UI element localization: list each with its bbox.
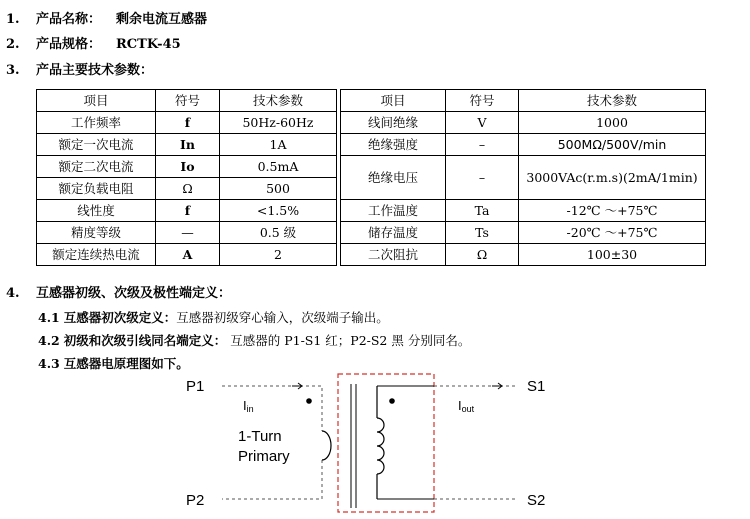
table-cell-symbol: — bbox=[156, 222, 220, 244]
section-2-value: RCTK-45 bbox=[116, 37, 181, 52]
table-cell-symbol: Ta bbox=[446, 200, 519, 222]
table-header-cell: 技术参数 bbox=[220, 90, 337, 112]
table-cell-symbol: In bbox=[156, 134, 220, 156]
section-4-label: 互感器初级、次级及极性端定义： bbox=[36, 286, 232, 301]
table-header-cell: 符号 bbox=[446, 90, 519, 112]
primary-label-line1: 1-Turn bbox=[238, 428, 282, 445]
table-cell-symbol: f bbox=[156, 112, 220, 134]
table-cell-value: 0.5mA bbox=[220, 156, 337, 178]
table-header-cell: 技术参数 bbox=[519, 90, 706, 112]
subsection-4-3-number: 4.3 bbox=[38, 356, 60, 371]
table-cell-symbol: Ts bbox=[446, 222, 519, 244]
table-cell-value: <1.5% bbox=[220, 200, 337, 222]
iout-arrow-icon bbox=[492, 383, 502, 389]
section-2-number: 2. bbox=[6, 37, 20, 52]
table-cell-symbol: Ω bbox=[446, 244, 519, 266]
table-cell-item: 工作频率 bbox=[37, 112, 156, 134]
table-cell-value: 2 bbox=[220, 244, 337, 266]
iin-label bbox=[243, 398, 254, 414]
section-2-label: 产品规格： bbox=[36, 37, 102, 52]
table-cell-item: 工作温度 bbox=[341, 200, 446, 222]
table-cell-item: 精度等级 bbox=[37, 222, 156, 244]
subsection-4-2-text: 互感器的 P1-S1 红；P2-S2 黑 分别同名。 bbox=[230, 333, 471, 348]
secondary-polarity-dot bbox=[389, 398, 395, 404]
table-cell-value: 3000VAc(r.m.s)(2mA/1min) bbox=[519, 156, 706, 200]
subsection-4-1-text: 互感器初级穿心输入，次级端子输出。 bbox=[176, 310, 389, 325]
table-cell-symbol: V bbox=[446, 112, 519, 134]
table-cell-value: 1A bbox=[220, 134, 337, 156]
subsection-4-1-label: 互感器初次级定义： bbox=[63, 310, 177, 325]
section-3-label: 产品主要技术参数： bbox=[36, 63, 154, 78]
primary-coil bbox=[322, 431, 331, 460]
section-1-value: 剩余电流互感器 bbox=[116, 12, 208, 27]
section-3-number: 3. bbox=[6, 63, 20, 78]
table-cell-value: 50Hz-60Hz bbox=[220, 112, 337, 134]
table-cell-item: 绝缘电压 bbox=[341, 156, 446, 200]
section-4-number: 4. bbox=[6, 286, 20, 301]
table-cell-item: 线间绝缘 bbox=[341, 112, 446, 134]
table-cell-item: 储存温度 bbox=[341, 222, 446, 244]
table-cell-symbol: – bbox=[446, 156, 519, 200]
primary-label-line2: Primary bbox=[238, 448, 290, 465]
iout-label bbox=[458, 398, 475, 414]
iin-subscript: in bbox=[246, 404, 254, 414]
primary-wire-bottom bbox=[222, 460, 322, 499]
subsection-4-3-label: 互感器电原理图如下。 bbox=[63, 356, 189, 371]
table-cell-value: 0.5 级 bbox=[220, 222, 337, 244]
table-cell-item: 额定负载电阻 bbox=[37, 178, 156, 200]
table-cell-symbol: – bbox=[446, 134, 519, 156]
core-frame bbox=[338, 374, 434, 512]
table-header-cell: 项目 bbox=[37, 90, 156, 112]
section-1-number: 1. bbox=[6, 12, 20, 27]
table-cell-value: 1000 bbox=[519, 112, 706, 134]
primary-wire-top bbox=[222, 386, 322, 431]
table-cell-value: -20℃ ～+75℃ bbox=[519, 222, 706, 244]
iin-arrow-icon bbox=[292, 383, 302, 389]
table-cell-item: 线性度 bbox=[37, 200, 156, 222]
p2-label: P2 bbox=[186, 492, 205, 509]
table-cell-value: 500MΩ/500V/min bbox=[519, 134, 706, 156]
table-cell-symbol: f bbox=[156, 200, 220, 222]
table-cell-item: 额定二次电流 bbox=[37, 156, 156, 178]
iout-subscript: out bbox=[461, 404, 475, 414]
table-cell-item: 额定一次电流 bbox=[37, 134, 156, 156]
table-cell-value: -12℃ ～+75℃ bbox=[519, 200, 706, 222]
table-cell-item: 绝缘强度 bbox=[341, 134, 446, 156]
primary-polarity-dot bbox=[306, 398, 312, 404]
table-cell-value: 500 bbox=[220, 178, 337, 200]
subsection-4-2-label: 初级和次级引线同名端定义： bbox=[63, 333, 227, 348]
table-cell-item: 额定连续热电流 bbox=[37, 244, 156, 266]
subsection-4-2-number: 4.2 bbox=[38, 333, 60, 348]
table-cell-item: 二次阻抗 bbox=[341, 244, 446, 266]
iin-letter: I bbox=[243, 398, 247, 413]
table-cell-symbol: Io bbox=[156, 156, 220, 178]
secondary-coil bbox=[377, 418, 384, 474]
table-cell-symbol: Ω bbox=[156, 178, 220, 200]
table-header-cell: 项目 bbox=[341, 90, 446, 112]
iout-letter: I bbox=[458, 398, 462, 413]
subsection-4-1-number: 4.1 bbox=[38, 310, 60, 325]
s1-label: S1 bbox=[527, 378, 546, 395]
table-cell-value: 100±30 bbox=[519, 244, 706, 266]
section-1-label: 产品名称： bbox=[36, 12, 102, 27]
s2-label: S2 bbox=[527, 492, 546, 509]
table-cell-symbol: A bbox=[156, 244, 220, 266]
table-header-cell: 符号 bbox=[156, 90, 220, 112]
p1-label: P1 bbox=[186, 378, 205, 395]
